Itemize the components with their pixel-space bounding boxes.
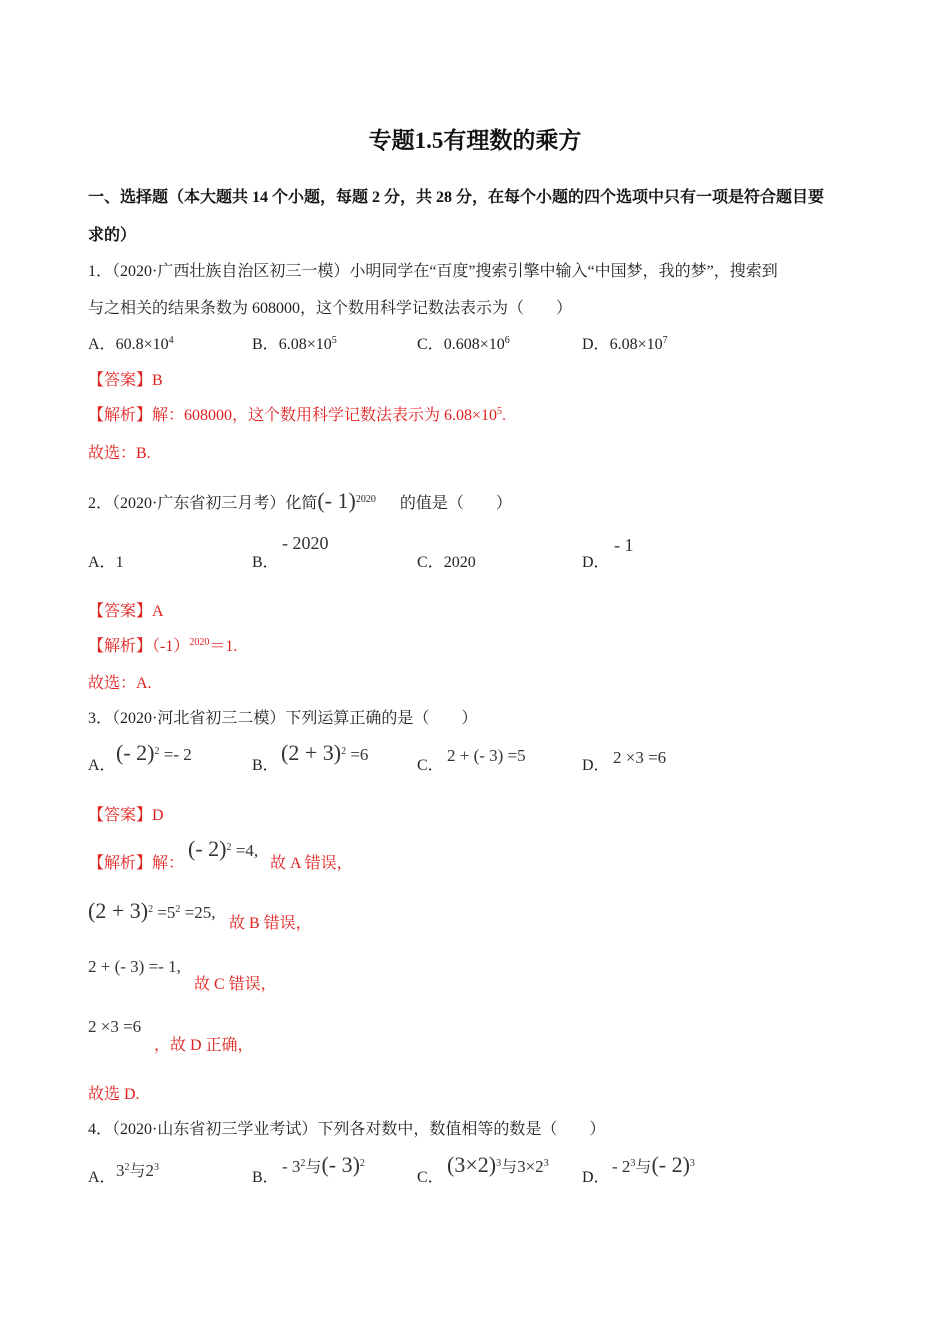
q4-option-d-expression: - $2^3$与(- 2)$^3$ bbox=[612, 1152, 695, 1177]
q2-option-b-value: - 2020 bbox=[282, 533, 329, 553]
q3-solution-1-expression: (- 2)$^2$ =4, bbox=[188, 836, 259, 861]
q1-conclusion: 故选：B. bbox=[88, 445, 151, 462]
q3-solution-4-expression: 2 ×3 =6 bbox=[88, 1017, 142, 1036]
q1-option-a: A．$60.8\times 10^4$ bbox=[88, 335, 174, 353]
q3-option-c-expression: 2 + (- 3) =5 bbox=[447, 746, 526, 765]
section-heading-line2: 求的） bbox=[88, 227, 137, 244]
q2-option-c: C．2020 bbox=[417, 554, 476, 571]
page-title: 专题1.5有理数的乘方 bbox=[368, 128, 582, 153]
q4-option-a-label: A． bbox=[88, 1169, 116, 1186]
q4-option-a-expression: $3^2$与$2^3$ bbox=[116, 1161, 160, 1180]
q3-option-c-label: C． bbox=[417, 757, 444, 774]
q1-option-d: D．$6.08\times 10^7$ bbox=[582, 335, 668, 353]
q1-analysis: 【解析】解：608000，这个数用科学记数法表示为 $6.08\times 10^5$. bbox=[88, 406, 507, 424]
q3-solution-1-note: 故 A 错误， bbox=[270, 855, 353, 872]
q3-solution-3-expression: 2 + (- 3) =- 1, bbox=[88, 957, 181, 976]
q3-option-d-expression: 2 ×3 =6 bbox=[613, 748, 667, 767]
q3-option-a-expression: (- 2)$^2$ =- 2 bbox=[116, 740, 192, 765]
q4-option-b-expression: - $3^2$与(- 3)$^2$ bbox=[282, 1152, 365, 1177]
q2-stem-expression: (- 1) bbox=[317, 488, 356, 513]
q3-option-a-label: A． bbox=[88, 757, 116, 774]
q4-option-c-expression: $(3\times 2)^3$与$3\times 2^3$ bbox=[447, 1152, 549, 1177]
q2-conclusion: 故选：A. bbox=[88, 675, 152, 692]
q3-answer: 【答案】D bbox=[88, 807, 164, 824]
q4-option-b-label: B． bbox=[252, 1169, 279, 1186]
q3-conclusion: 故选 D. bbox=[88, 1086, 140, 1103]
q2-analysis: 【解析】$(-1)^{2020}=1$. bbox=[88, 637, 238, 655]
q3-solution-4-note: ，故 D 正确， bbox=[154, 1037, 254, 1054]
q1-answer: 【答案】B bbox=[88, 372, 163, 389]
q1-stem-line2: 与之相关的结果条数为 608000，这个数用科学记数法表示为（ ） bbox=[88, 300, 573, 317]
q3-option-b-label: B． bbox=[252, 757, 279, 774]
q3-option-d-label: D． bbox=[582, 757, 610, 774]
q3-solution-prefix: 【解析】解： bbox=[88, 855, 185, 872]
q3-solution-2-expression: $(2 + 3)^2 =5^2 =25$, bbox=[88, 898, 216, 923]
q4-option-d-label: D． bbox=[582, 1169, 610, 1186]
q1-option-c: C．$0.608\times 10^6$ bbox=[417, 335, 510, 353]
q3-stem: 3．（2020·河北省初三二模）下列运算正确的是（ ） bbox=[88, 710, 478, 727]
q4-option-c-label: C． bbox=[417, 1169, 444, 1186]
q2-option-a: A．1 bbox=[88, 554, 124, 571]
q4-stem: 4．（2020·山东省初三学业考试）下列各对数中，数值相等的数是（ ） bbox=[88, 1121, 606, 1138]
q1-stem-line1: 1．（2020·广西壮族自治区初三一模）小明同学在“百度”搜索引擎中输入“中国梦，我的梦”，搜索到 bbox=[88, 263, 778, 280]
q3-option-b-expression: $(2 + 3)^2 =6$ bbox=[281, 740, 369, 765]
q3-solution-3-note: 故 C 错误， bbox=[194, 976, 277, 993]
q2-stem: 2．（2020·广东省初三月考）化简(- 1)$^{2020}$ 的值是（ ） bbox=[88, 488, 512, 513]
q2-answer: 【答案】A bbox=[88, 603, 164, 620]
q3-solution-2-note: 故 B 错误， bbox=[229, 915, 312, 932]
q2-option-b-label: B． bbox=[252, 554, 279, 571]
section-heading-line1: 一、选择题（本大题共 14 个小题，每题 2 分，共 28 分，在每个小题的四个选项中只有一项是符合题目要 bbox=[88, 189, 825, 206]
q1-option-b: B．$6.08\times 10^5$ bbox=[252, 335, 337, 353]
q2-option-d-label: D． bbox=[582, 554, 610, 571]
q2-option-d-value: - 1 bbox=[614, 535, 634, 555]
